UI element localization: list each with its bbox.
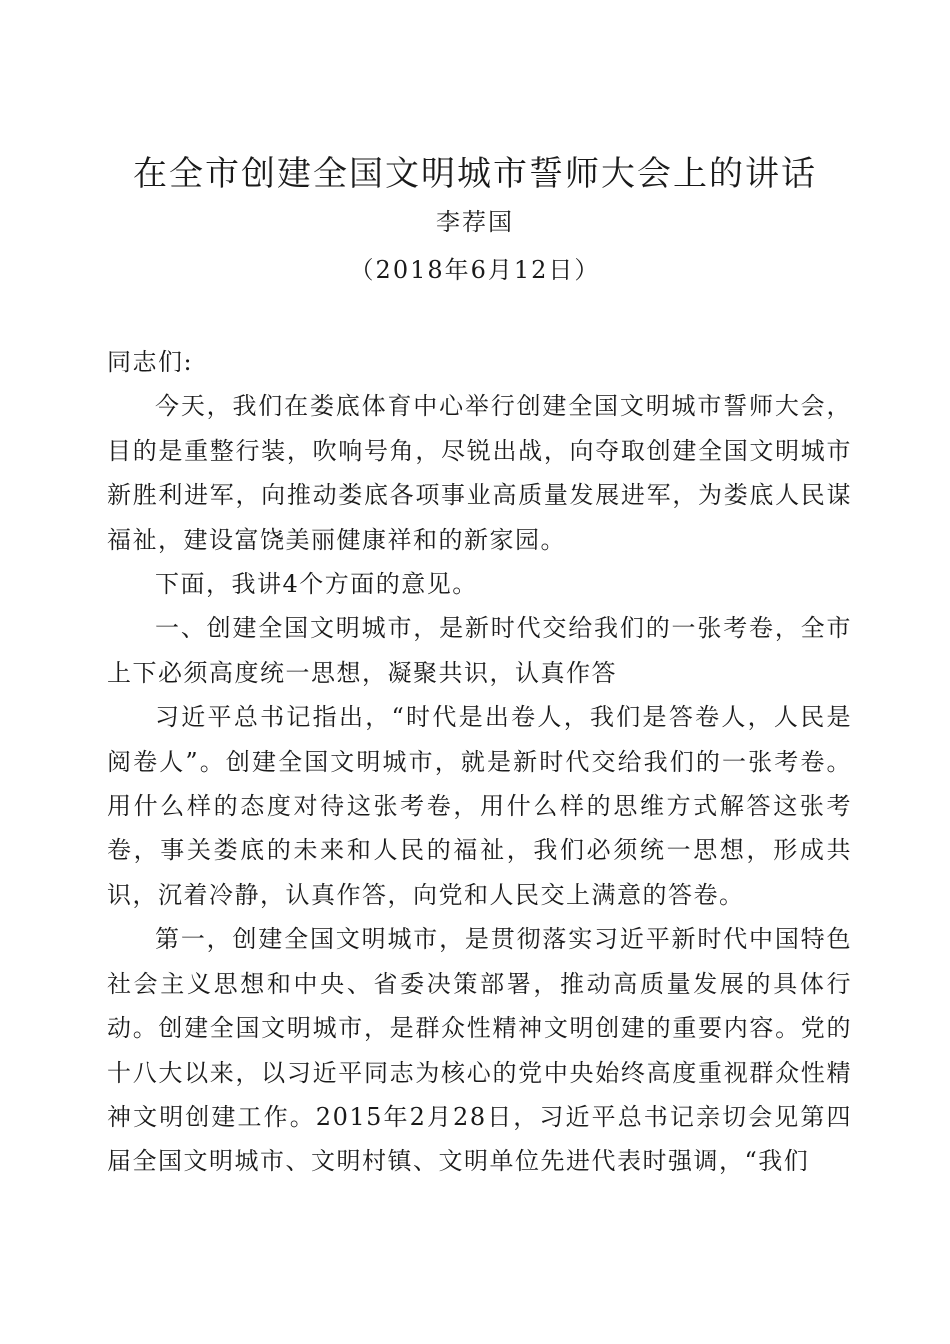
paragraph-opening: 今天，我们在娄底体育中心举行创建全国文明城市誓师大会，目的是重整行装，吹响号角，尽锐出战，向夺取创建全国文明城市新胜利进军，向推动娄底各项事业高质量发展进军，为娄底人民谋福祉，建设富饶美丽健康祥和的新家园。 <box>107 392 852 554</box>
paragraph-first-point: 第一，创建全国文明城市，是贯彻落实习近平新时代中国特色社会主义思想和中央、省委决策部署，推动高质量发展的具体行动。创建全国文明城市，是群众性精神文明创建的重要内容。党的十八大以来，以习近平同志为核心的党中央始终高度重视群众性精神文明创建工作。2015年2月28日，习近平总书记亲切会见第四届全国文明城市、文明村镇、文明单位先进代表时强调，“我们 <box>107 925 852 1176</box>
section-heading-one: 一、创建全国文明城市，是新时代交给我们的一张考卷，全市上下必须高度统一思想，凝聚共识，认真作答 <box>107 614 852 687</box>
document-date: （2018年6月12日） <box>349 256 601 284</box>
paragraph-exam-paper: 习近平总书记指出，“时代是出卷人，我们是答卷人，人民是阅卷人”。创建全国文明城市，就是新时代交给我们的一张考卷。用什么样的态度对待这张考卷，用什么样的思维方式解答这张考卷，事关娄底的未来和人民的福祉，我们必须统一思想，形成共识，沉着冷静，认真作答，向党和人民交上满意的答卷。 <box>107 703 852 909</box>
document-body <box>107 340 852 1184</box>
paragraph-outline: 下面，我讲4个方面的意见。 <box>155 570 478 599</box>
salutation: 同志们: <box>107 348 194 376</box>
document-author: 李荐国 <box>436 208 514 236</box>
document-title: 在全市创建全国文明城市誓师大会上的讲话 <box>133 154 817 194</box>
